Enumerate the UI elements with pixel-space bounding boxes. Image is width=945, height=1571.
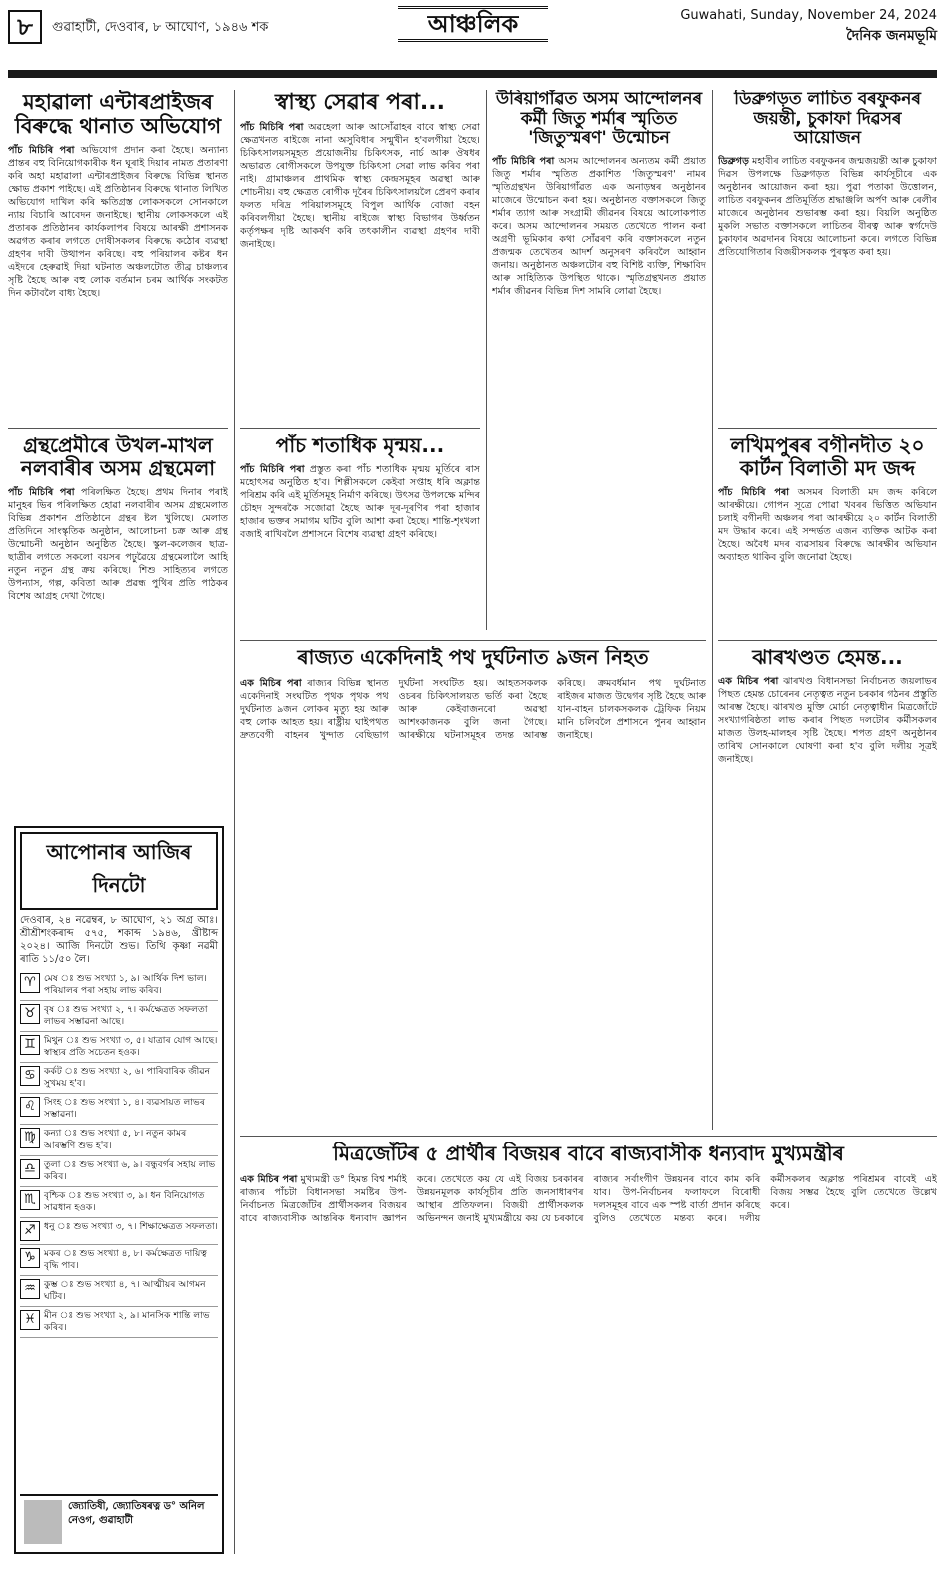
- article-body: [240, 677, 706, 1117]
- article-jitu-sharma: [492, 90, 706, 630]
- article-body: [8, 486, 228, 806]
- zodiac-icon: ♈: [20, 973, 40, 993]
- horoscope-sign: [20, 1094, 218, 1125]
- article-body: [240, 1173, 937, 1543]
- body-text: অসম আন্দোলনৰ অন্যতম কৰ্মী প্ৰয়াত জিতু শৰ্মাৰ স্মৃতিত প্ৰকাশিত 'জিতুস্মৰণ' নামৰ স্মৃতিগ্ৰন্থখন উৰিয়াগাঁৱত এক অনাড়ম্বৰ অনুষ্ঠানৰ মাজেৰে উন্মোচন কৰা হয়। অনুষ্ঠানত বক্তাসকলে জিতু শৰ্মাৰ ত্যাগ আৰু সংগ্ৰামী জীৱনৰ বিষয়ে আলোকপাত কৰে। অসম আন্দোলনৰ সময়ত তেখেতে পালন কৰা অগ্ৰণী ভূমিকাৰ কথা সোঁৱৰণ কৰি বক্তাসকলে নতুন প্ৰজন্মক তেখেতৰ আদৰ্শ অনুসৰণ কৰিবলৈ আহ্বান জনায়। অনুষ্ঠানত অঞ্চলটোৰ বহু বিশিষ্ট ব্যক্তি, শিক্ষাবিদ আৰু সাহিত্যিক উপস্থিত থাকে। স্মৃতিগ্ৰন্থখনত প্ৰয়াত শৰ্মাৰ জীৱনৰ বিভিন্ন দিশ সামৰি লোৱা হৈছে।: [492, 155, 706, 297]
- astrologer-photo: [24, 1500, 62, 1544]
- sign-text: মকৰ ঃ শুভ সংখ্যা ৪, ৮। কৰ্মক্ষেত্ৰত দায়িত্ব বৃদ্ধি পাব।: [44, 1248, 207, 1271]
- horoscope-sign: [20, 1032, 218, 1063]
- body-text: মহাবীৰ লাচিত বৰফুকনৰ জন্মজয়ন্তী আৰু চুকাফা দিৱস উপলক্ষে ডিব্ৰুগড়ত বিভিন্ন কাৰ্যসূচীৰে এক অনুষ্ঠানৰ আয়োজন কৰা হয়। পুৱা পতাকা উত্তোলন, লাচিত বৰফুকনৰ প্ৰতিমূৰ্তিত শ্ৰদ্ধাঞ্জলি অৰ্পণ আৰু ৰেলীৰ মাজেৰে অনুষ্ঠানৰ শুভাৰম্ভ কৰা হয়। বিয়লি অনুষ্ঠিত মুকলি সভাত বক্তাসকলে লাচিতৰ বীৰত্ব আৰু স্বৰ্গদেউ চুকাফাৰ অৱদানৰ বিষয়ে আলোচনা কৰে। লগতে বিভিন্ন প্ৰতিযোগিতাৰ বিজয়ীসকলক পুৰস্কৃত কৰা হয়।: [718, 155, 937, 258]
- horoscope-sign: [20, 1156, 218, 1187]
- zodiac-icon: ♍: [20, 1128, 40, 1148]
- article-body: [240, 463, 480, 623]
- headline: উৰিয়াগাঁৱত অসম আন্দোলনৰ কৰ্মী জিতু শৰ্মাৰ স্মৃতিত 'জিতুস্মৰণ' উন্মোচন: [495, 90, 703, 149]
- horoscope-sign: [20, 1218, 218, 1245]
- body-text: পৰিলক্ষিত হৈছে। প্ৰথম দিনাৰ পৰাই মানুহৰ ভিৰ পৰিলক্ষিত হোৱা নলবাৰীৰ অসম গ্ৰন্থমেলাত বিভিন্ন প্ৰকাশন প্ৰতিষ্ঠানে গ্ৰন্থৰ ষ্টল খুলিছে। মেলাত প্ৰতিদিনে সাংস্কৃতিক অনুষ্ঠান, আলোচনা চক্ৰ আৰু গ্ৰন্থ উন্মোচনী অনুষ্ঠান অনুষ্ঠিত হৈছে। স্কুল-কলেজৰ ছাত্ৰ-ছাত্ৰীৰ লগতে সকলো বয়সৰ পঢ়ুৱৈয়ে গ্ৰন্থমেলালৈ আহি নতুন নতুন গ্ৰন্থ ক্ৰয় কৰিছে। শিশু সাহিত্যৰ লগতে উপন্যাস, গল্প, কবিতা আৰু প্ৰৱন্ধ পুথিৰ প্ৰতি পাঠকৰ বিশেষ আগ্ৰহ দেখা গৈছে।: [8, 487, 228, 602]
- horoscope-sign: [20, 970, 218, 1001]
- body-text: মুখ্যমন্ত্ৰী ড° হিমন্ত বিশ্ব শৰ্মাই ৰাজ্যৰ পাঁচটা বিধানসভা সমষ্টিৰ উপ-নিৰ্বাচনত মিত্ৰজোঁটৰ প্ৰাৰ্থীসকলৰ বিজয়ৰ বাবে ৰাজ্যবাসীক আন্তৰিক ধন্যবাদ জ্ঞাপন কৰে। তেখেতে কয় যে এই বিজয় চৰকাৰৰ উন্নয়নমূলক কাৰ্যসূচীৰ প্ৰতি জনসাধাৰণৰ আস্থাৰ প্ৰতিফলন। বিজয়ী প্ৰাৰ্থীসকলক অভিনন্দন জনাই মুখ্যমন্ত্ৰীয়ে কয় যে চৰকাৰে ৰাজ্যৰ সৰ্বাংগীণ উন্নয়নৰ বাবে কাম কৰি যাব। উপ-নিৰ্বাচনৰ ফলাফলে বিৰোধী দলসমূহৰ বাবে এক স্পষ্ট বাৰ্তা প্ৰদান কৰিছে বুলিও তেখেতে মন্তব্য কৰে। দলীয় কৰ্মীসকলৰ অক্লান্ত পৰিশ্ৰমৰ বাবেই এই বিজয় সম্ভৱ হৈছে বুলি তেখেতে উল্লেখ কৰে।: [240, 1174, 937, 1224]
- sign-text: সিংহ ঃ শুভ সংখ্যা ১, ৪। ব্যৱসায়ত লাভৰ সম্ভাৱনা।: [44, 1097, 206, 1120]
- zodiac-icon: ♏: [20, 1190, 40, 1210]
- sign-text: কুম্ভ ঃ শুভ সংখ্যা ৪, ৭। আত্মীয়ৰ আগমন ঘটিব।: [44, 1279, 206, 1302]
- article-jharkhand: [718, 646, 937, 1130]
- sign-text: বৃষ ঃ শুভ সংখ্যা ২, ৭। কৰ্মক্ষেত্ৰত সফলতা লাভৰ সম্ভাৱনা আছে।: [44, 1004, 208, 1027]
- sign-text: ধনু ঃ শুভ সংখ্যা ৩, ৭। শিক্ষাক্ষেত্ৰত সফলতা।: [44, 1221, 218, 1232]
- headline: লখিমপুৰৰ বগীনদীত ২০ কাৰ্টন বিলাতী মদ জব্দ: [730, 434, 925, 480]
- dateline: ডিব্ৰুগড়: [718, 155, 749, 167]
- divider: [240, 640, 706, 641]
- zodiac-icon: ♉: [20, 1004, 40, 1024]
- sign-list: [20, 970, 218, 1338]
- sign-text: কৰ্কট ঃ শুভ সংখ্যা ২, ৬। পাৰিবাৰিক জীৱন সুখময় হ'ব।: [44, 1066, 211, 1089]
- masthead-rule: [8, 70, 937, 78]
- sign-text: তুলা ঃ শুভ সংখ্যা ৬, ৯। বন্ধুবৰ্গৰ সহায় লাভ কৰিব।: [44, 1159, 216, 1182]
- article-body: [8, 144, 228, 394]
- body-text: অসমৰ বিলাতী মদ জব্দ কৰিলে আৰক্ষীয়ে। গোপন সূত্ৰে পোৱা খবৰৰ ভিত্তিত অভিযান চলাই বগীনদী অঞ্চলৰ পৰা আৰক্ষীয়ে ২০ কাৰ্টন বিলাতী মদ উদ্ধাৰ কৰে। এই সন্দৰ্ভত এজন ব্যক্তিক আটক কৰা হৈছে। অবৈধ মদৰ ব্যৱসায়ৰ বিৰুদ্ধে আৰক্ষীৰ অভিযান অব্যাহত থাকিব বুলি জনোৱা হৈছে।: [718, 487, 937, 563]
- dateline: এক মিচিৰ পৰা: [240, 1174, 298, 1185]
- horoscope-sign: [20, 1187, 218, 1218]
- body-text: ৰাজ্যৰ বিভিন্ন স্থানত একেদিনাই সংঘটিত পৃথক পৃথক পথ দুৰ্ঘটনাত ৯জন লোকৰ মৃত্যু হয় আৰু বহু লোক আহত হয়। ৰাষ্ট্ৰীয় ঘাইপথত দ্ৰুতবেগী বাহনৰ খুন্দাত বেছিভাগ দুৰ্ঘটনা সংঘটিত হয়। আহতসকলক ওচৰৰ চিকিৎসালয়ত ভৰ্তি কৰা হৈছে আৰু কেইবাজনৰো অৱস্থা আশংকাজনক বুলি জনা গৈছে। আৰক্ষীয়ে ঘটনাসমূহৰ তদন্ত আৰম্ভ কৰিছে। ক্ৰমবৰ্ধমান পথ দুৰ্ঘটনাত ৰাইজৰ মাজত উদ্বেগৰ সৃষ্টি হৈছে আৰু যান-বাহন চালকসকলক ট্ৰেফিক নিয়ম মানি চলিবলৈ প্ৰশাসনে পুনৰ আহ্বান জনাইছে।: [240, 678, 706, 741]
- masthead: [8, 6, 937, 70]
- body-text: অৱহেলা আৰু আসোঁৱাহৰ বাবে স্বাস্থ্য সেৱা ক্ষেত্ৰখনত ৰাইজে নানা অসুবিধাৰ সন্মুখীন হ'বলগীয়া হৈছে। চিকিৎসালয়সমূহত প্ৰয়োজনীয় চিকিৎসক, নাৰ্চ আৰু ঔষধৰ অভাৱত ৰোগীসকলে উপযুক্ত চিকিৎসা সেৱা লাভ কৰিব পৰা নাই। গ্ৰামাঞ্চলৰ প্ৰাথমিক স্বাস্থ্য কেন্দ্ৰসমূহৰ অৱস্থা আৰু শোচনীয়। বহু ক্ষেত্ৰত ৰোগীক দূৰৈৰ চিকিৎসালয়লৈ প্ৰেৰণ কৰাৰ ফলত দৰিদ্ৰ পৰিয়ালসমূহে বিপুল আৰ্থিক বোজা বহন কৰিবলগীয়া হৈছে। স্থানীয় ৰাইজে স্বাস্থ্য বিভাগৰ উৰ্ধ্বতন কৰ্তৃপক্ষৰ দৃষ্টি আকৰ্ষণ কৰি তৎকালীন ব্যৱস্থা গ্ৰহণৰ দাবী জনাইছে।: [240, 122, 480, 251]
- divider: [718, 640, 937, 641]
- article-chief-minister: [240, 1142, 937, 1554]
- sign-text: মিথুন ঃ শুভ সংখ্যা ৩, ৫। যাত্ৰাৰ যোগ আছে। স্বাস্থ্যৰ প্ৰতি সচেতন হওক।: [44, 1035, 218, 1058]
- horoscope-sign: [20, 1276, 218, 1307]
- dateline: পাঁচ মিচিৰি পৰা: [718, 487, 790, 498]
- article-lachit: [718, 90, 937, 420]
- article-liquor-seized: [718, 434, 937, 634]
- astrologer-name: জ্যোতিষী, জ্যোতিষৰত্ন ড° অনিল নেওগ, গুৱাহাটী: [68, 1501, 205, 1526]
- horoscope-title: আপোনাৰ আজিৰ দিনটো: [20, 832, 218, 910]
- zodiac-icon: ♋: [20, 1066, 40, 1086]
- headline: ডিব্ৰুগড়ত লাচিত বৰফুকনৰ জয়ন্তী, চুকাফা দিৱসৰ আয়োজন: [734, 90, 921, 149]
- dateline: পাঁচ মিচিৰি পৰা: [8, 145, 75, 157]
- sign-text: মীন ঃ শুভ সংখ্যা ২, ৯। মানসিক শান্তি লাভ কৰিব।: [44, 1310, 210, 1333]
- divider: [240, 1136, 937, 1137]
- article-body: [492, 155, 706, 605]
- horoscope-sign: [20, 1125, 218, 1156]
- dateline: এক মিচিৰ পৰা: [240, 678, 302, 689]
- zodiac-icon: ♑: [20, 1248, 40, 1268]
- headline: স্বাস্থ্য সেৱাৰ পৰা...: [275, 90, 445, 115]
- zodiac-icon: ♊: [20, 1035, 40, 1055]
- left-date: গুৱাহাটী, দেওবাৰ, ৮ আঘোণ, ১৯৪৬ শক: [52, 20, 269, 35]
- article-body: [240, 121, 480, 411]
- zodiac-icon: ♒: [20, 1279, 40, 1299]
- horoscope-sign: [20, 1245, 218, 1276]
- sign-text: মেষ ঃ শুভ সংখ্যা ১, ৯। আৰ্থিক দিশ ভাল। পৰিয়ালৰ পৰা সহায় লাভ কৰিব।: [44, 973, 207, 996]
- headline: পাঁচ শতাধিক মৃন্ময়...: [275, 434, 445, 457]
- dateline: পাঁচ মিচিৰি পৰা: [8, 487, 75, 498]
- divider: [8, 428, 228, 429]
- horoscope-sign: [20, 1001, 218, 1032]
- article-idols: [240, 434, 480, 634]
- dateline: পাঁচ মিচিৰি পৰা: [240, 122, 304, 134]
- body-text: ঝাৰখণ্ড বিধানসভা নিৰ্বাচনত জয়লাভৰ পিছত হেমন্ত চোৰেনৰ নেতৃত্বত নতুন চৰকাৰ গঠনৰ প্ৰস্তুতি আৰম্ভ হৈছে। ঝাৰখণ্ড মুক্তি মোৰ্চা নেতৃত্বাধীন মিত্ৰজোঁটে সংখ্যাগৰিষ্ঠতা লাভ কৰাৰ পিছত দলটোৰ কৰ্মীসকলৰ মাজত উলহ-মালহৰ সৃষ্টি হৈছে। শপত গ্ৰহণ অনুষ্ঠানৰ তাৰিখ সোনকালে ঘোষণা কৰা হ'ব বুলি দলীয় সূত্ৰই জনাইছে।: [718, 676, 937, 765]
- column-rule: [234, 90, 235, 1554]
- headline: মিত্ৰজোঁটৰ ৫ প্ৰাৰ্থীৰ বিজয়ৰ বাবে ৰাজ্যবাসীক ধন্যবাদ মুখ্যমন্ত্ৰীৰ: [333, 1142, 844, 1165]
- sign-text: কন্যা ঃ শুভ সংখ্যা ৫, ৮। নতুন কামৰ আৰম্ভণি শুভ হ'ব।: [44, 1128, 187, 1151]
- article-body: [718, 155, 937, 420]
- page-number: ৮: [8, 10, 42, 44]
- article-health: [240, 90, 480, 420]
- horoscope-sign: [20, 1307, 218, 1338]
- right-date: Guwahati, Sunday, November 24, 2024: [680, 8, 937, 23]
- column-rule: [486, 90, 487, 630]
- astrologer-credit: [20, 1494, 218, 1548]
- horoscope-intro: দেওবাৰ, ২৪ নৱেম্বৰ, ৮ আঘোণ, ২১ অগ্ৰ আঃ। শ্ৰীশ্ৰীশংকৰাব্দ ৫৭৫, শকাব্দ ১৯৪৬, খ্ৰীষ্টাব্দ ২০২৪। আজি দিনটো শুভ। তিথি কৃষ্ণা নৱমী ৰাতি ১১/৫০ লৈ।: [20, 915, 218, 965]
- dateline: এক মিচিৰ পৰা: [718, 676, 779, 687]
- zodiac-icon: ♎: [20, 1159, 40, 1179]
- article-mahawala: [8, 90, 228, 420]
- zodiac-icon: ♓: [20, 1310, 40, 1330]
- body-text: অভিযোগ প্ৰদান কৰা হৈছে। অন্যান্য প্ৰান্তৰ বহু বিনিয়োগকাৰীক ধন ঘূৰাই দিয়াৰ নামত প্ৰতাৰণা কৰি অহা মহাৱালা এন্টাৰপ্ৰাইজৰ বিৰুদ্ধে বিভিন্ন স্থানত ক্ষোভ প্ৰকাশ পাইছে। এই প্ৰতিষ্ঠানৰ বিৰুদ্ধে থানাত লিখিত অভিযোগ দাখিল কৰি ক্ষতিগ্ৰস্ত লোকসকলে সোনকালে ন্যায় বিচাৰি আবেদন জনাইছে। স্থানীয় লোকসকলে এই প্ৰতাৰক প্ৰতিষ্ঠানৰ কাৰ্যকলাপৰ বিষয়ে আৰক্ষী প্ৰশাসনক অৱগত কৰাৰ লগতে দোষীসকলৰ বিৰুদ্ধে কঠোৰ ব্যৱস্থা গ্ৰহণৰ দাবী উত্থাপন কৰিছে। বহু পৰিয়ালৰ কষ্টৰ ধন এইদৰে হেৰুৱাই দিয়া ঘটনাত অঞ্চলটোত তীব্ৰ চাঞ্চল্যৰ সৃষ্টি হৈছে আৰু বহু লোক বৰ্তমান চৰম আৰ্থিক সংকটত দিন কটাবলৈ বাধ্য হৈছে।: [8, 145, 228, 300]
- dateline: পাঁচ মিচিৰি পৰা: [240, 464, 305, 475]
- article-road-accidents: [240, 646, 706, 1130]
- zodiac-icon: ♌: [20, 1097, 40, 1117]
- sign-text: বৃশ্চিক ঃ শুভ সংখ্যা ৩, ৯। ধন বিনিয়োগত সাৱধান হওক।: [44, 1190, 205, 1213]
- section-title: আঞ্চলিক: [398, 6, 548, 42]
- body-text: প্ৰস্তুত কৰা পাঁচ শতাধিক মৃন্ময় মূৰ্তিৰে ৰাস মহোৎসৱ অনুষ্ঠিত হ'ব। শিল্পীসকলে কেইবা সপ্তাহ ধৰি অক্লান্ত পৰিশ্ৰম কৰি এই মূৰ্তিসমূহ নিৰ্মাণ কৰিছে। উৎসৱ উপলক্ষে মন্দিৰ চৌহদ সুন্দৰকৈ সজোৱা হৈছে আৰু দূৰ-দূৰণিৰ পৰা হাজাৰ হাজাৰ ভক্তৰ সমাগম ঘটিব বুলি আশা কৰা হৈছে। শান্তি-শৃংখলা বজাই ৰাখিবলৈ প্ৰশাসনে বিশেষ ব্যৱস্থা গ্ৰহণ কৰিছে।: [240, 464, 480, 540]
- article-body: [718, 675, 937, 1115]
- article-body: [718, 486, 937, 616]
- divider: [718, 428, 937, 429]
- headline: ৰাজ্যত একেদিনাই পথ দুৰ্ঘটনাত ৯জন নিহত: [297, 646, 649, 669]
- horoscope-sign: [20, 1063, 218, 1094]
- dateline: পাঁচ মিচিৰি পৰা: [492, 155, 555, 167]
- horoscope-box: [14, 826, 224, 1554]
- paper-name: দৈনিক জনমভূমি: [846, 28, 937, 44]
- headline: মহাৱালা এন্টাৰপ্ৰাইজৰ বিৰুদ্ধে থানাত অভিযোগ: [14, 90, 222, 139]
- headline: ঝাৰখণ্ডত হেমন্ত...: [752, 646, 903, 669]
- column-rule: [712, 90, 713, 1130]
- zodiac-icon: ♐: [20, 1221, 40, 1241]
- right-header: [680, 6, 937, 46]
- article-book-fair: [8, 434, 228, 820]
- divider: [240, 428, 480, 429]
- headline: গ্ৰন্থপ্ৰেমীৰে উখল-মাখল নলবাৰীৰ অসম গ্ৰন্থমেলা: [20, 434, 216, 480]
